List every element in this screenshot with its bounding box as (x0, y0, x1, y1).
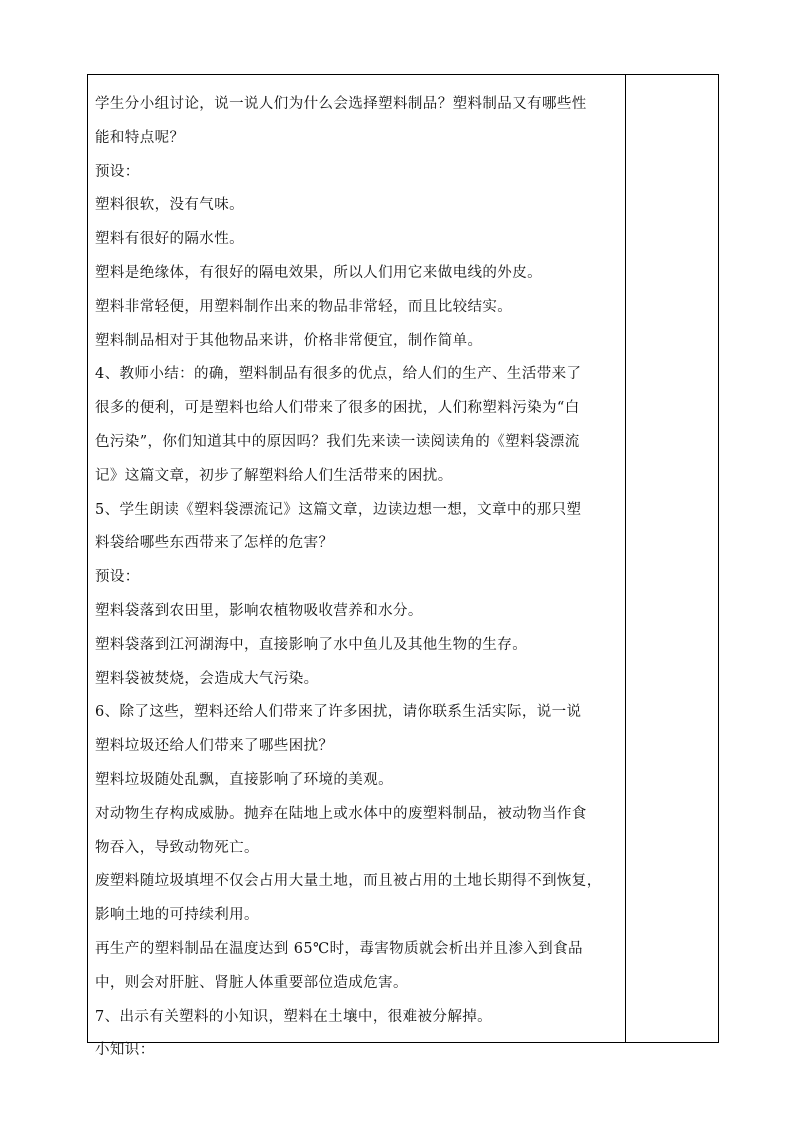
text-line: 塑料垃圾随处乱飘，直接影响了环境的美观。 (95, 771, 393, 788)
text-line: 能和特点呢？ (95, 129, 185, 146)
text-line: 物吞入，导致动物死亡。 (95, 839, 259, 856)
text-line: 色污染”，你们知道其中的原因吗？我们先来读一读阅读角的《塑料袋漂流 (95, 433, 580, 450)
text-line: 塑料制品相对于其他物品来讲，价格非常便宜，制作简单。 (95, 332, 483, 349)
text-line: 小知识： (95, 1042, 155, 1059)
text-line: 预设： (95, 163, 140, 180)
content-cell (88, 75, 625, 1059)
text-line: 7、出示有关塑料的小知识，塑料在土壤中，很难被分解掉。 (95, 1008, 493, 1025)
text-line: 记》这篇文章，初步了解塑料给人们生活带来的困扰。 (95, 467, 453, 484)
text-line: 中，则会对肝脏、肾脏人体重要部位造成危害。 (95, 974, 408, 991)
text-line: 5、学生朗读《塑料袋漂流记》这篇文章，边读边想一想，文章中的那只塑 (95, 501, 582, 518)
text-line: 塑料是绝缘体，有很好的隔电效果，所以人们用它来做电线的外皮。 (95, 264, 542, 281)
text-line: 塑料有很好的隔水性。 (95, 231, 244, 248)
text-line: 很多的便利，可是塑料也给人们带来了很多的困扰，人们称塑料污染为“白 (95, 400, 580, 417)
text-line: 6、除了这些，塑料还给人们带来了许多困扰，请你联系生活实际，说一说 (95, 704, 582, 721)
text-line: 塑料袋落到江河湖海中，直接影响了水中鱼儿及其他生物的生存。 (95, 636, 528, 653)
text-line: 塑料很软，没有气味。 (95, 197, 244, 214)
text-line: 预设： (95, 569, 140, 586)
text-line: 料袋给哪些东西带来了怎样的危害？ (95, 535, 334, 552)
text-line: 4、教师小结：的确，塑料制品有很多的优点，给人们的生产、生活带来了 (95, 366, 582, 383)
text-line: 塑料袋被焚烧，会造成大气污染。 (95, 670, 319, 687)
text-line: 废塑料随垃圾填埋不仅会占用大量土地，而且被占用的土地长期得不到恢复， (95, 873, 602, 890)
text-line: 学生分小组讨论，说一说人们为什么会选择塑料制品？塑料制品又有哪些性 (95, 96, 587, 112)
text-line: 影响土地的可持续利用。 (95, 907, 259, 924)
text-line: 塑料袋落到农田里，影响农植物吸收营养和水分。 (95, 602, 423, 619)
text-line: 再生产的塑料制品在温度达到 65℃时，毒害物质就会析出并且渗入到食品 (95, 940, 583, 957)
notes-cell (626, 75, 718, 1042)
text-line: 塑料垃圾还给人们带来了哪些困扰？ (95, 738, 334, 755)
text-line: 塑料非常轻便，用塑料制作出来的物品非常轻，而且比较结实。 (95, 298, 513, 315)
text-line: 对动物生存构成威胁。抛弃在陆地上或水体中的废塑料制品，被动物当作食 (95, 805, 587, 822)
lesson-table (87, 74, 719, 1059)
